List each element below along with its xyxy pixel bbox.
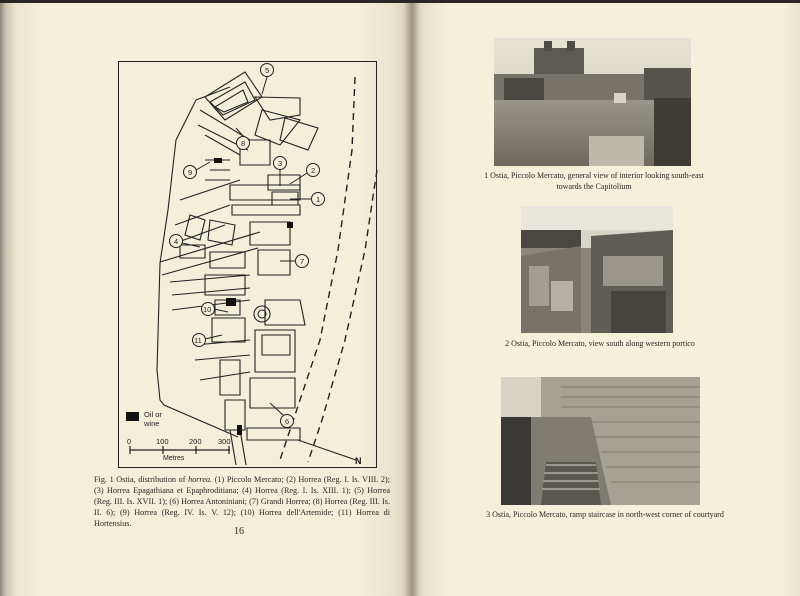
figure-caption-prefix: Fig. 1 Ostia, distribution of [94,475,189,484]
marker-label-2: 2 [311,166,316,175]
photo-3-caption: 3 Ostia, Piccolo Mercato, ramp staircase in north-west corner of courtyard [486,510,724,519]
photo-1-caption: 1 Ostia, Piccolo Mercato, general view of interior looking south-east towards the Capitolium [484,171,704,191]
scale-title: Metres [163,455,185,462]
marker-label-11: 11 [194,336,202,345]
photo-western-portico [521,206,673,333]
marker-label-1: 1 [316,195,321,204]
legend-label-wine: wine [144,419,160,428]
marker-label-3: 3 [278,159,283,168]
figure-caption-horrea: horrea. [188,475,213,484]
legend-swatch [126,412,139,421]
page-number: 16 [234,526,244,537]
marker-label-7: 7 [300,257,305,266]
oil-wine-block [287,222,293,228]
figure-caption [94,474,390,529]
coastline-dashed [280,77,355,460]
north-arrow-label: N [355,456,362,466]
marker-label-5: 5 [265,66,270,75]
scale-bar [130,446,230,454]
marker-label-10: 10 [203,305,212,314]
photo-2-caption: 2 Ostia, Piccolo Mercato, view south along western portico [505,339,695,348]
marker-label-8: 8 [241,139,246,148]
scale-tick-300: 300 [218,437,231,446]
legend-label-oil: Oil or [144,410,162,419]
scale-tick-200: 200 [189,437,202,446]
figure-caption-body: (1) Piccolo Mercato; (2) Horrea (Reg. I. Is. VIII. 2); (3) Horrea Epagathiana et Epaphroditiana; (4) Horrea (Reg. I. Is. XIII. 1); (5) Horrea (Reg. III. Is. XVII. 1); (6) Horrea Antoniniani; (7) Grandi Horrea; (8) Horrea (Reg. III. Is. II. 6); (9) Horrea (Reg. IV. Is. V. 12); (10) Horrea dell'Artemide; (11) Horrea di Hortensius. [94,475,390,528]
marker-label-4: 4 [174,237,179,246]
photo-ramp-staircase [501,377,700,505]
photo-general-view [494,38,691,166]
oil-wine-block [237,425,242,435]
scale-tick-0: 0 [127,437,132,446]
scale-tick-100: 100 [156,437,169,446]
marker-label-6: 6 [285,417,290,426]
oil-wine-block [226,298,236,306]
marker-label-9: 9 [188,168,193,177]
oil-wine-block [214,158,222,163]
